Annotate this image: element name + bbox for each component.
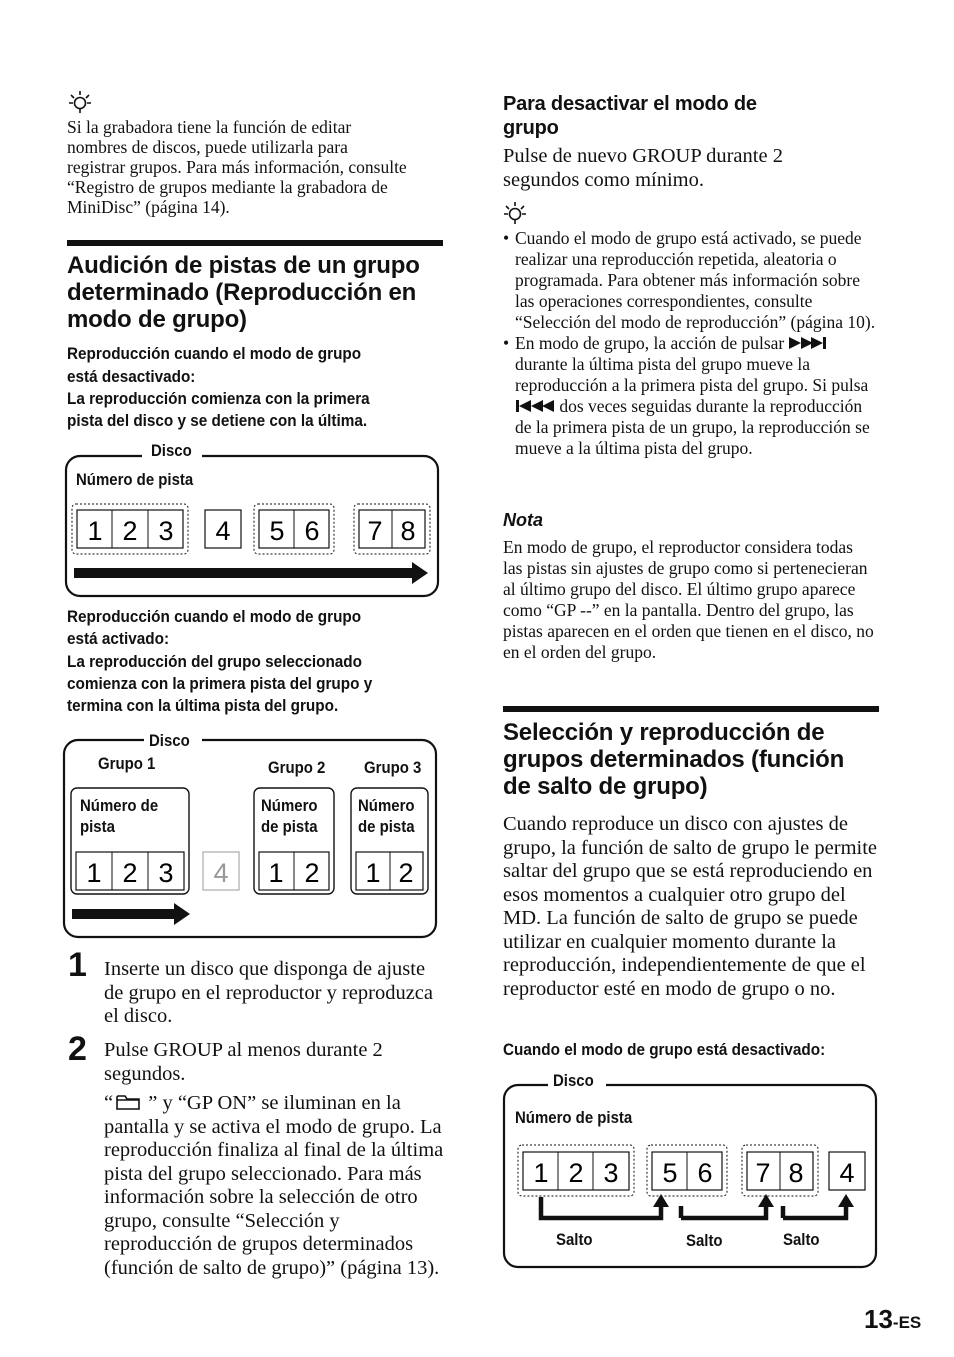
skip-label: Salto [686,1231,723,1250]
track-cell: 1 [365,858,381,888]
track-cell: 6 [304,516,320,546]
track-cell-ungrouped: 4 [213,858,229,888]
diagram3-disc-label: Disco [553,1071,594,1090]
skip-label: Salto [783,1230,820,1249]
subheading-on-l5: termina con la última pista del grupo. [67,696,339,715]
diagram1-track-label: Número de pista [76,470,194,489]
group-skip-paragraph: Cuando reproduce un disco con ajustes de grupo, la función de salto de grupo le permite saltar del grupo que se está reproduciendo en esos momentos a cualquier otro grupo del MD. La función de salto de grupo se puede utilizar en cualquier momento durante la reproducción, independientemente de que el reproductor esté en modo de grupo o no. [503,813,878,1000]
diagram2-g2-track-label: Número [261,796,318,815]
diagram2-g3-track-label: de pista [358,817,415,836]
section-heading-group-play: Audición de pistas de un grupo determinado (Reproducción en modo de grupo) [67,252,420,333]
diagram2-g2-track-label: de pista [261,817,318,836]
subheading-off-l1: Reproducción cuando el modo de grupo [67,344,362,363]
diagram2-group1-label: Grupo 1 [98,754,156,773]
subheading-on-l1: Reproducción cuando el modo de grupo [67,607,362,626]
track-cell: 8 [788,1158,804,1188]
subheading-off-l4: pista del disco y se detiene con la última. [67,411,368,430]
section-rule [67,240,443,246]
diagram2-group2-label: Grupo 2 [268,758,326,777]
track-cell: 3 [158,516,174,546]
track-cell: 2 [304,858,320,888]
step-2-text: Pulse GROUP al menos durante 2 segundos. [104,1039,383,1085]
hint-bulb-icon [503,201,527,225]
hint-bulb-icon [68,90,92,114]
track-cell: 8 [400,516,416,546]
track-cell: 7 [755,1158,771,1188]
tip-bullet: • En modo de grupo, la acción de pulsar durante la última pista del grupo mueve la reproducción a la primera pista del grupo. Si pulsa dos veces seguidas durante la reproducción de la primera pista de un grupo, la reproducción se mueve a la última pista del grupo. [503,333,870,458]
next-track-icon [789,336,827,350]
diagram2-disc-label: Disco [149,731,190,750]
track-cell: 1 [86,858,102,888]
step-2-detail: “ ” y “GP ON” se iluminan en la pantalla y se activa el modo de grupo. La reproducción finaliza al final de la última pista del grupo seleccionado. Para más información sobre la selección de otro grupo, consulte “Selección y reproducción de grupos determinados (función de salto de grupo)” (página 13). [104,1092,444,1279]
step-2-number: 2 [68,1030,87,1068]
tip-bullet: • Cuando el modo de grupo está activado, se puede realizar una reproducción repetida, aleatoria o programada. Para obtener más información sobre las operaciones correspondientes, consulte “Selección del modo de reproducción” (página 10). [503,228,876,332]
track-cell: 5 [269,516,285,546]
track-cell: 4 [839,1158,855,1188]
track-cell: 1 [87,516,103,546]
tip-bullets [503,228,878,459]
section-heading-group-skip: Selección y reproducción de grupos determinados (función de salto de grupo) [503,719,845,800]
diagram2-group3-label: Grupo 3 [364,758,422,777]
track-cell: 2 [122,516,138,546]
note-title: Nota [503,510,543,530]
section-rule [503,706,879,712]
track-cell: 1 [533,1158,549,1188]
skip-label: Salto [556,1230,593,1249]
subheading-deactivate-l1: Para desactivar el modo de [503,93,757,115]
track-cell: 2 [568,1158,584,1188]
track-cell: 2 [122,858,138,888]
tip-text: Si la grabadora tiene la función de editar nombres de discos, puede utilizarla para registrar grupos. Para más información, consulte “Registro de grupos mediante la grabadora de MiniDisc” (página 14). [67,117,407,217]
page-number: 13-ES [864,1304,922,1334]
subheading-deactivate-l2: grupo [503,117,559,139]
track-cell: 5 [662,1158,678,1188]
previous-track-icon [515,399,555,413]
deactivate-text: Pulse de nuevo GROUP durante 2 segundos como mínimo. [503,145,783,191]
diagram1-disc-label: Disco [151,441,192,460]
track-cell: 3 [158,858,174,888]
track-cell: 6 [697,1158,713,1188]
track-cell: 1 [268,858,284,888]
diagram2-g1-track-label: Número de [80,796,159,815]
subheading-on-l2: está activado: [67,629,170,648]
track-cell: 3 [603,1158,619,1188]
track-cell: 2 [398,858,414,888]
subheading-on-l4: comienza con la primera pista del grupo y [67,674,373,693]
subheading-off-l3: La reproducción comienza con la primera [67,389,370,408]
diagram-normal-play [60,438,445,603]
group-folder-icon [115,1093,141,1111]
track-cell: 7 [367,516,383,546]
note-text: En modo de grupo, el reproductor considera todas las pistas sin ajustes de grupo como si pertenecieran al último grupo del disco. El último grupo aparece como “GP --” en la pantalla. Dentro del grupo, las pistas aparecen en el orden que tienen en el disco, no en el orden del grupo. [503,537,874,662]
subheading-off-l2: está desactivado: [67,367,196,386]
diagram3-track-label: Número de pista [515,1108,633,1127]
subheading-on-l3: La reproducción del grupo seleccionado [67,652,363,671]
step-1-number: 1 [68,946,87,984]
track-cell: 4 [215,516,231,546]
diagram2-g3-track-label: Número [358,796,415,815]
diagram2-g1-track-label: pista [80,817,115,836]
step-1-text: Inserte un disco que disponga de ajuste de grupo en el reproductor y reproduzca el disco. [104,958,433,1027]
subheading-skip-off: Cuando el modo de grupo está desactivado: [503,1040,826,1059]
